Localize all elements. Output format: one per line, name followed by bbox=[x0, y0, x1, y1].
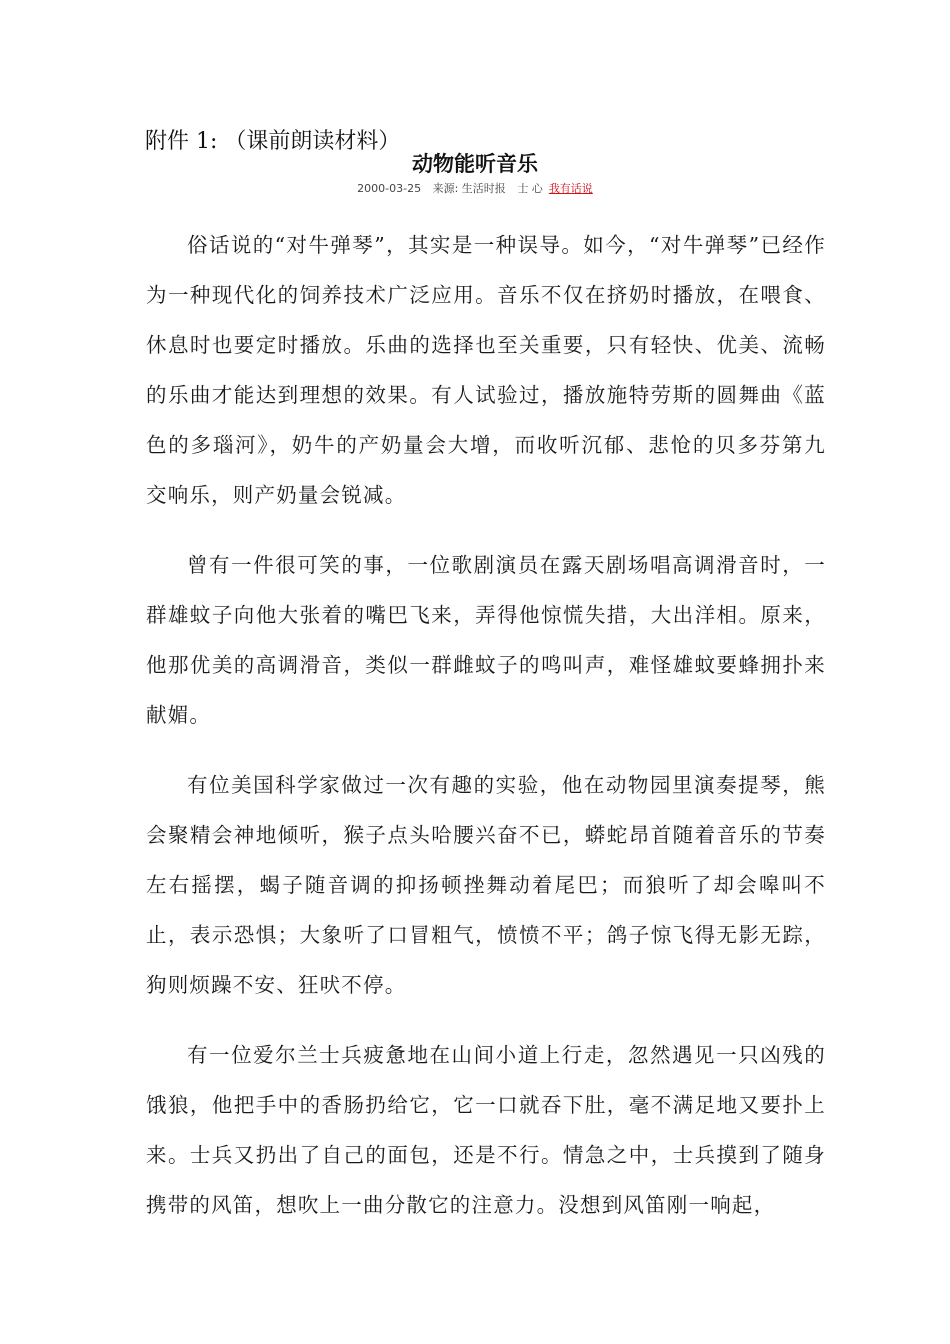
article-date: 2000-03-25 bbox=[357, 182, 422, 195]
article-author: 士 心 bbox=[517, 182, 543, 195]
paragraph: 俗话说的“对牛弹琴”，其实是一种误导。如今，“对牛弹琴”已经作为一种现代化的饲养技术广泛应用。音乐不仅在挤奶时播放，在喂食、休息时也要定时播放。乐曲的选择也至关重要，只有轻快、优美、流畅的乐曲才能达到理想的效果。有人试验过，播放施特劳斯的圆舞曲《蓝色的多瑙河》，奶牛的产奶量会大增，而收听沉郁、悲怆的贝多芬第九交响乐，则产奶量会锐减。 bbox=[146, 233, 826, 507]
paragraph: 有位美国科学家做过一次有趣的实验，他在动物园里演奏提琴，熊会聚精会神地倾听，猴子点头哈腰兴奋不已，蟒蛇昂首随着音乐的节奏左右摇摆，蝎子随音调的抑扬顿挫舞动着尾巴；而狼听了却会嗥叫不止，表示恐惧；大象听了口冒粗气，愤愤不平；鸽子惊飞得无影无踪，狗则烦躁不安、狂吠不停。 bbox=[146, 773, 826, 997]
paragraph: 有一位爱尔兰士兵疲惫地在山间小道上行走，忽然遇见一只凶残的饿狼，他把手中的香肠扔给它，它一口就吞下肚，毫不满足地又要扑上来。士兵又扔出了自己的面包，还是不行。情急之中，士兵摸到了随身携带的风笛，想吹上一曲分散它的注意力。没想到风笛刚一响起， bbox=[146, 1043, 826, 1217]
attachment-label: 附件 1: （课前朗读材料） bbox=[145, 129, 401, 154]
paragraph: 曾有一件很可笑的事，一位歌剧演员在露天剧场唱高调滑音时，一群雄蚊子向他大张着的嘴巴飞来，弄得他惊慌失措，大出洋相。原来，他那优美的高调滑音，类似一群雌蚊子的鸣叫声，难怪雄蚊要蜂拥扑来献媚。 bbox=[146, 553, 826, 727]
article-title: 动物能听音乐 bbox=[412, 152, 538, 176]
article-meta bbox=[0, 180, 950, 196]
comment-link[interactable]: 我有话说 bbox=[548, 182, 593, 195]
article-body bbox=[146, 220, 826, 1250]
article-source: 来源: 生活时报 bbox=[432, 182, 506, 195]
